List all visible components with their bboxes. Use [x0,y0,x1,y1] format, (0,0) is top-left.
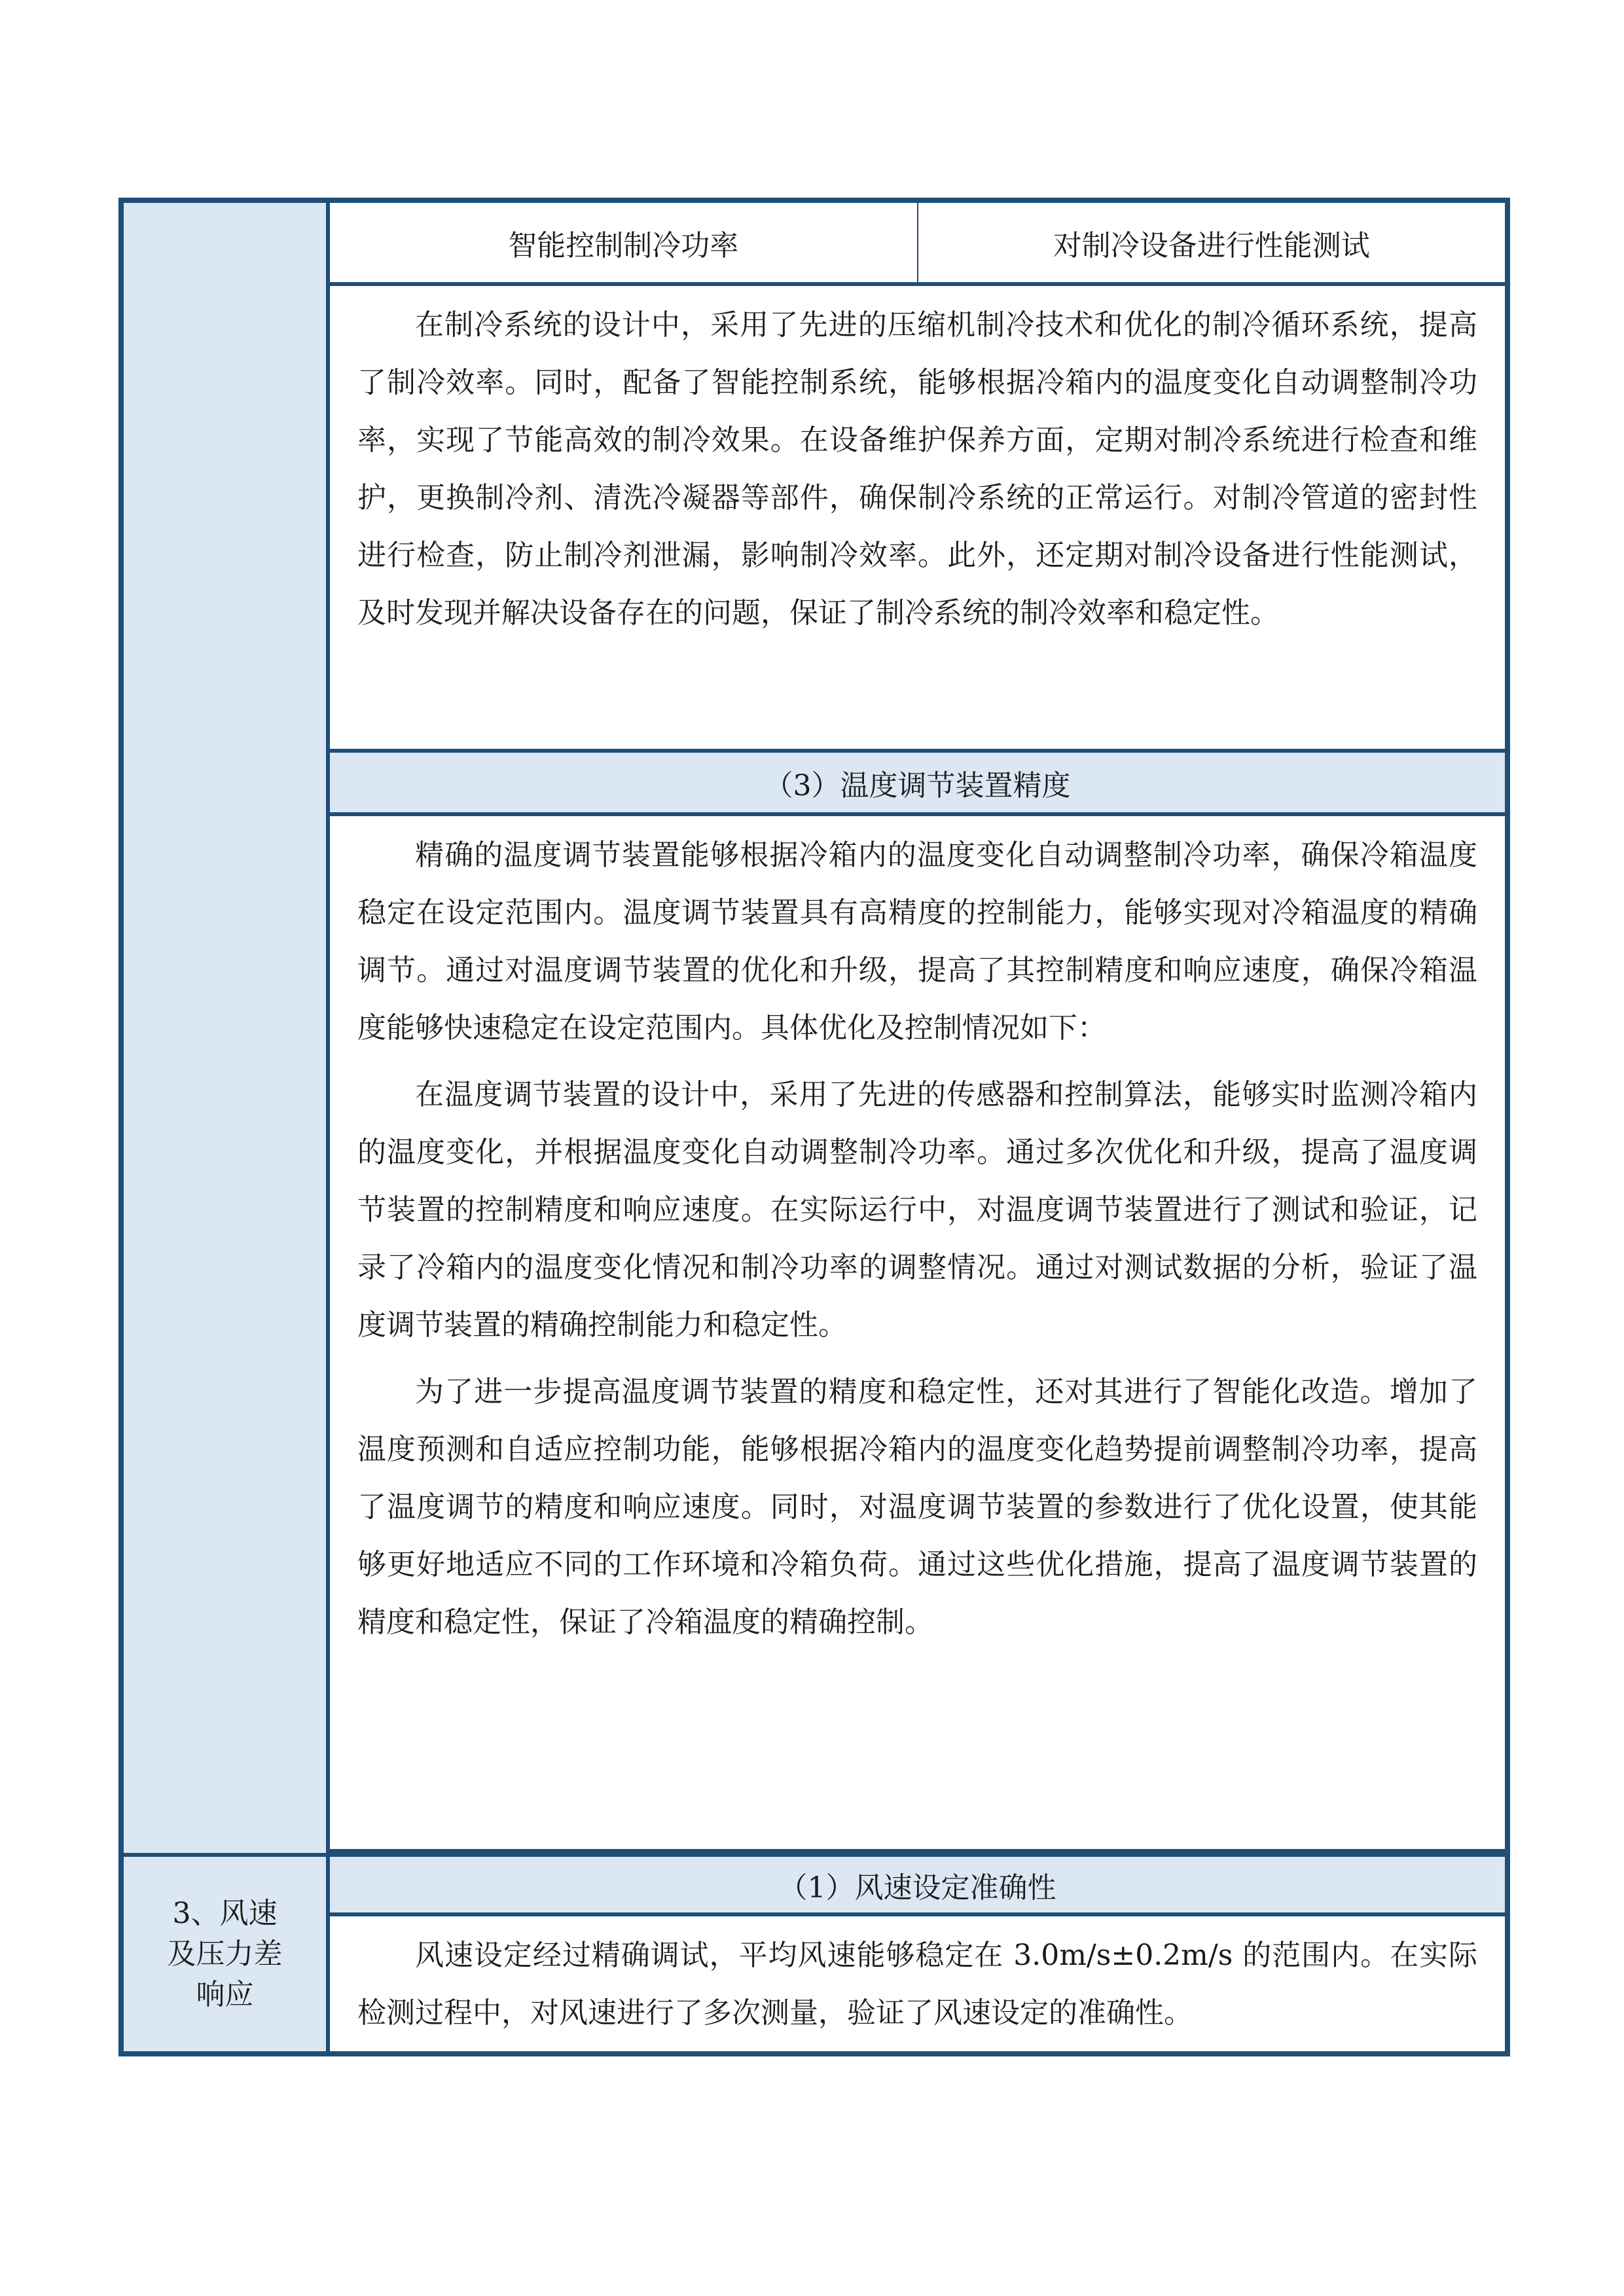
content-column [330,203,1505,2051]
category-cell-previous [124,203,330,1853]
report-table [118,198,1510,2056]
category-label: 3、风速及压力差响应 [167,1896,283,2011]
temperature-paragraph: 在温度调节装置的设计中，采用了先进的传感器和控制算法，能够实时监测冷箱内的温度变化，并根据温度变化自动调整制冷功率。通过多次优化和升级，提高了温度调节装置的控制精度和响应速度。在实际运行中，对温度调节装置进行了测试和验证，记录了冷箱内的温度变化情况和制冷功率的调整情况。通过对测试数据的分析，验证了温度调节装置的精确控制能力和稳定性。 [357,1078,1477,1342]
category-cell-wind-pressure [124,1853,330,2051]
keyword-cell-smart-control: 智能控制制冷功率 [330,203,918,282]
temperature-paragraph: 精确的温度调节装置能够根据冷箱内的温度变化自动调整制冷功率，确保冷箱温度稳定在设定范围内。温度调节装置具有高精度的控制能力，能够实现对冷箱温度的精确调节。通过对温度调节装置的优化和升级，提高了其控制精度和响应速度，确保冷箱温度能够快速稳定在设定范围内。具体优化及控制情况如下： [357,838,1477,1045]
keyword-cell-performance-test: 对制冷设备进行性能测试 [1053,228,1370,262]
temperature-paragraphs-cell [330,816,1505,1853]
temperature-paragraph: 为了进一步提高温度调节装置的精度和稳定性，还对其进行了智能化改造。增加了温度预测和自适应控制功能，能够根据冷箱内的温度变化趋势提前调整制冷功率，提高了温度调节的精度和响应速度。同时，对温度调节装置的参数进行了优化设置，使其能够更好地适应不同的工作环境和冷箱负荷。通过这些优化措施，提高了温度调节装置的精度和稳定性，保证了冷箱温度的精确控制。 [357,1375,1477,1639]
keywords-row [330,203,1505,286]
section-heading-wind-speed: （1）风速设定准确性 [330,1853,1505,1916]
refrigeration-paragraph: 在制冷系统的设计中，采用了先进的压缩机制冷技术和优化的制冷循环系统，提高了制冷效率。同时，配备了智能控制系统，能够根据冷箱内的温度变化自动调整制冷功率，实现了节能高效的制冷效果。在设备维护保养方面，定期对制冷系统进行检查和维护，更换制冷剂、清洗冷凝器等部件，确保制冷系统的正常运行。对制冷管道的密封性进行检查，防止制冷剂泄漏，影响制冷效率。此外，还定期对制冷设备进行性能测试，及时发现并解决设备存在的问题，保证了制冷系统的制冷效率和稳定性。 [357,308,1477,630]
refrigeration-paragraph-cell [330,286,1505,753]
wind-speed-paragraph-cell [330,1916,1505,2051]
wind-speed-paragraph: 风速设定经过精确调试，平均风速能够稳定在 3.0m/s±0.2m/s 的范围内。在实际检测过程中，对风速进行了多次测量，验证了风速设定的准确性。 [357,1939,1477,2030]
section-heading-temperature: （3）温度调节装置精度 [330,753,1505,816]
category-column [124,203,330,2051]
